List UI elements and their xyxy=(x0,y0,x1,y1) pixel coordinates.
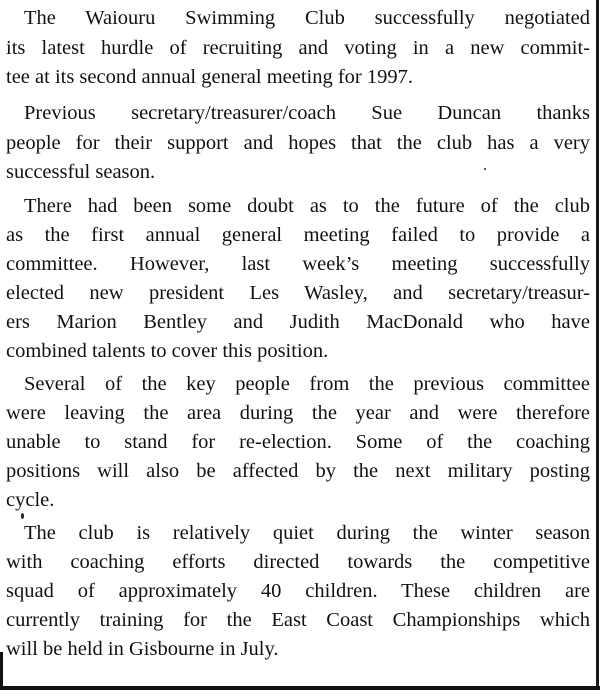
article-line: unable to stand for re-election. Some of the coaching xyxy=(6,431,590,453)
article-line: will be held in Gisbourne in July. xyxy=(6,638,279,660)
article-line: The club is relatively quiet during the winter season xyxy=(24,522,590,544)
article-line: squad of approximately 40 children. These children are xyxy=(6,580,590,602)
article-line: ers Marion Bentley and Judith MacDonald who have xyxy=(6,311,590,333)
column-rule-bottom xyxy=(0,686,600,690)
page-edge-mark xyxy=(0,652,3,686)
article-line: were leaving the area during the year and were therefore xyxy=(6,402,590,424)
article-line: positions will also be affected by the next military posting xyxy=(6,460,590,482)
article-line: Previous secretary/treasurer/coach Sue Duncan thanks xyxy=(24,102,590,124)
article-line: There had been some doubt as to the future of the club xyxy=(24,195,590,217)
column-rule-right xyxy=(596,0,599,690)
article-line: cycle. xyxy=(6,489,55,511)
article-line: Several of the key people from the previous committee xyxy=(24,373,590,395)
article-line: committee. However, last week’s meeting successfully xyxy=(6,253,590,275)
article-line: its latest hurdle of recruiting and voting in a new commit- xyxy=(6,37,590,59)
article-line: The Waiouru Swimming Club successfully negotiated xyxy=(24,7,590,29)
article-line: combined talents to cover this position. xyxy=(6,340,329,362)
article-line: with coaching efforts directed towards the competitive xyxy=(6,551,590,573)
article-line: tee at its second annual general meeting for 1997. xyxy=(6,66,414,88)
scan-speck xyxy=(484,168,486,170)
article-line: elected new president Les Wasley, and secretary/treasur- xyxy=(6,282,590,304)
article-line: people for their support and hopes that the club has a very xyxy=(6,132,590,154)
article-line: as the first annual general meeting failed to provide a xyxy=(6,224,590,246)
article-line: successful season. xyxy=(6,161,156,183)
scan-speck xyxy=(21,513,24,519)
article-line: currently training for the East Coast Championships which xyxy=(6,609,590,631)
